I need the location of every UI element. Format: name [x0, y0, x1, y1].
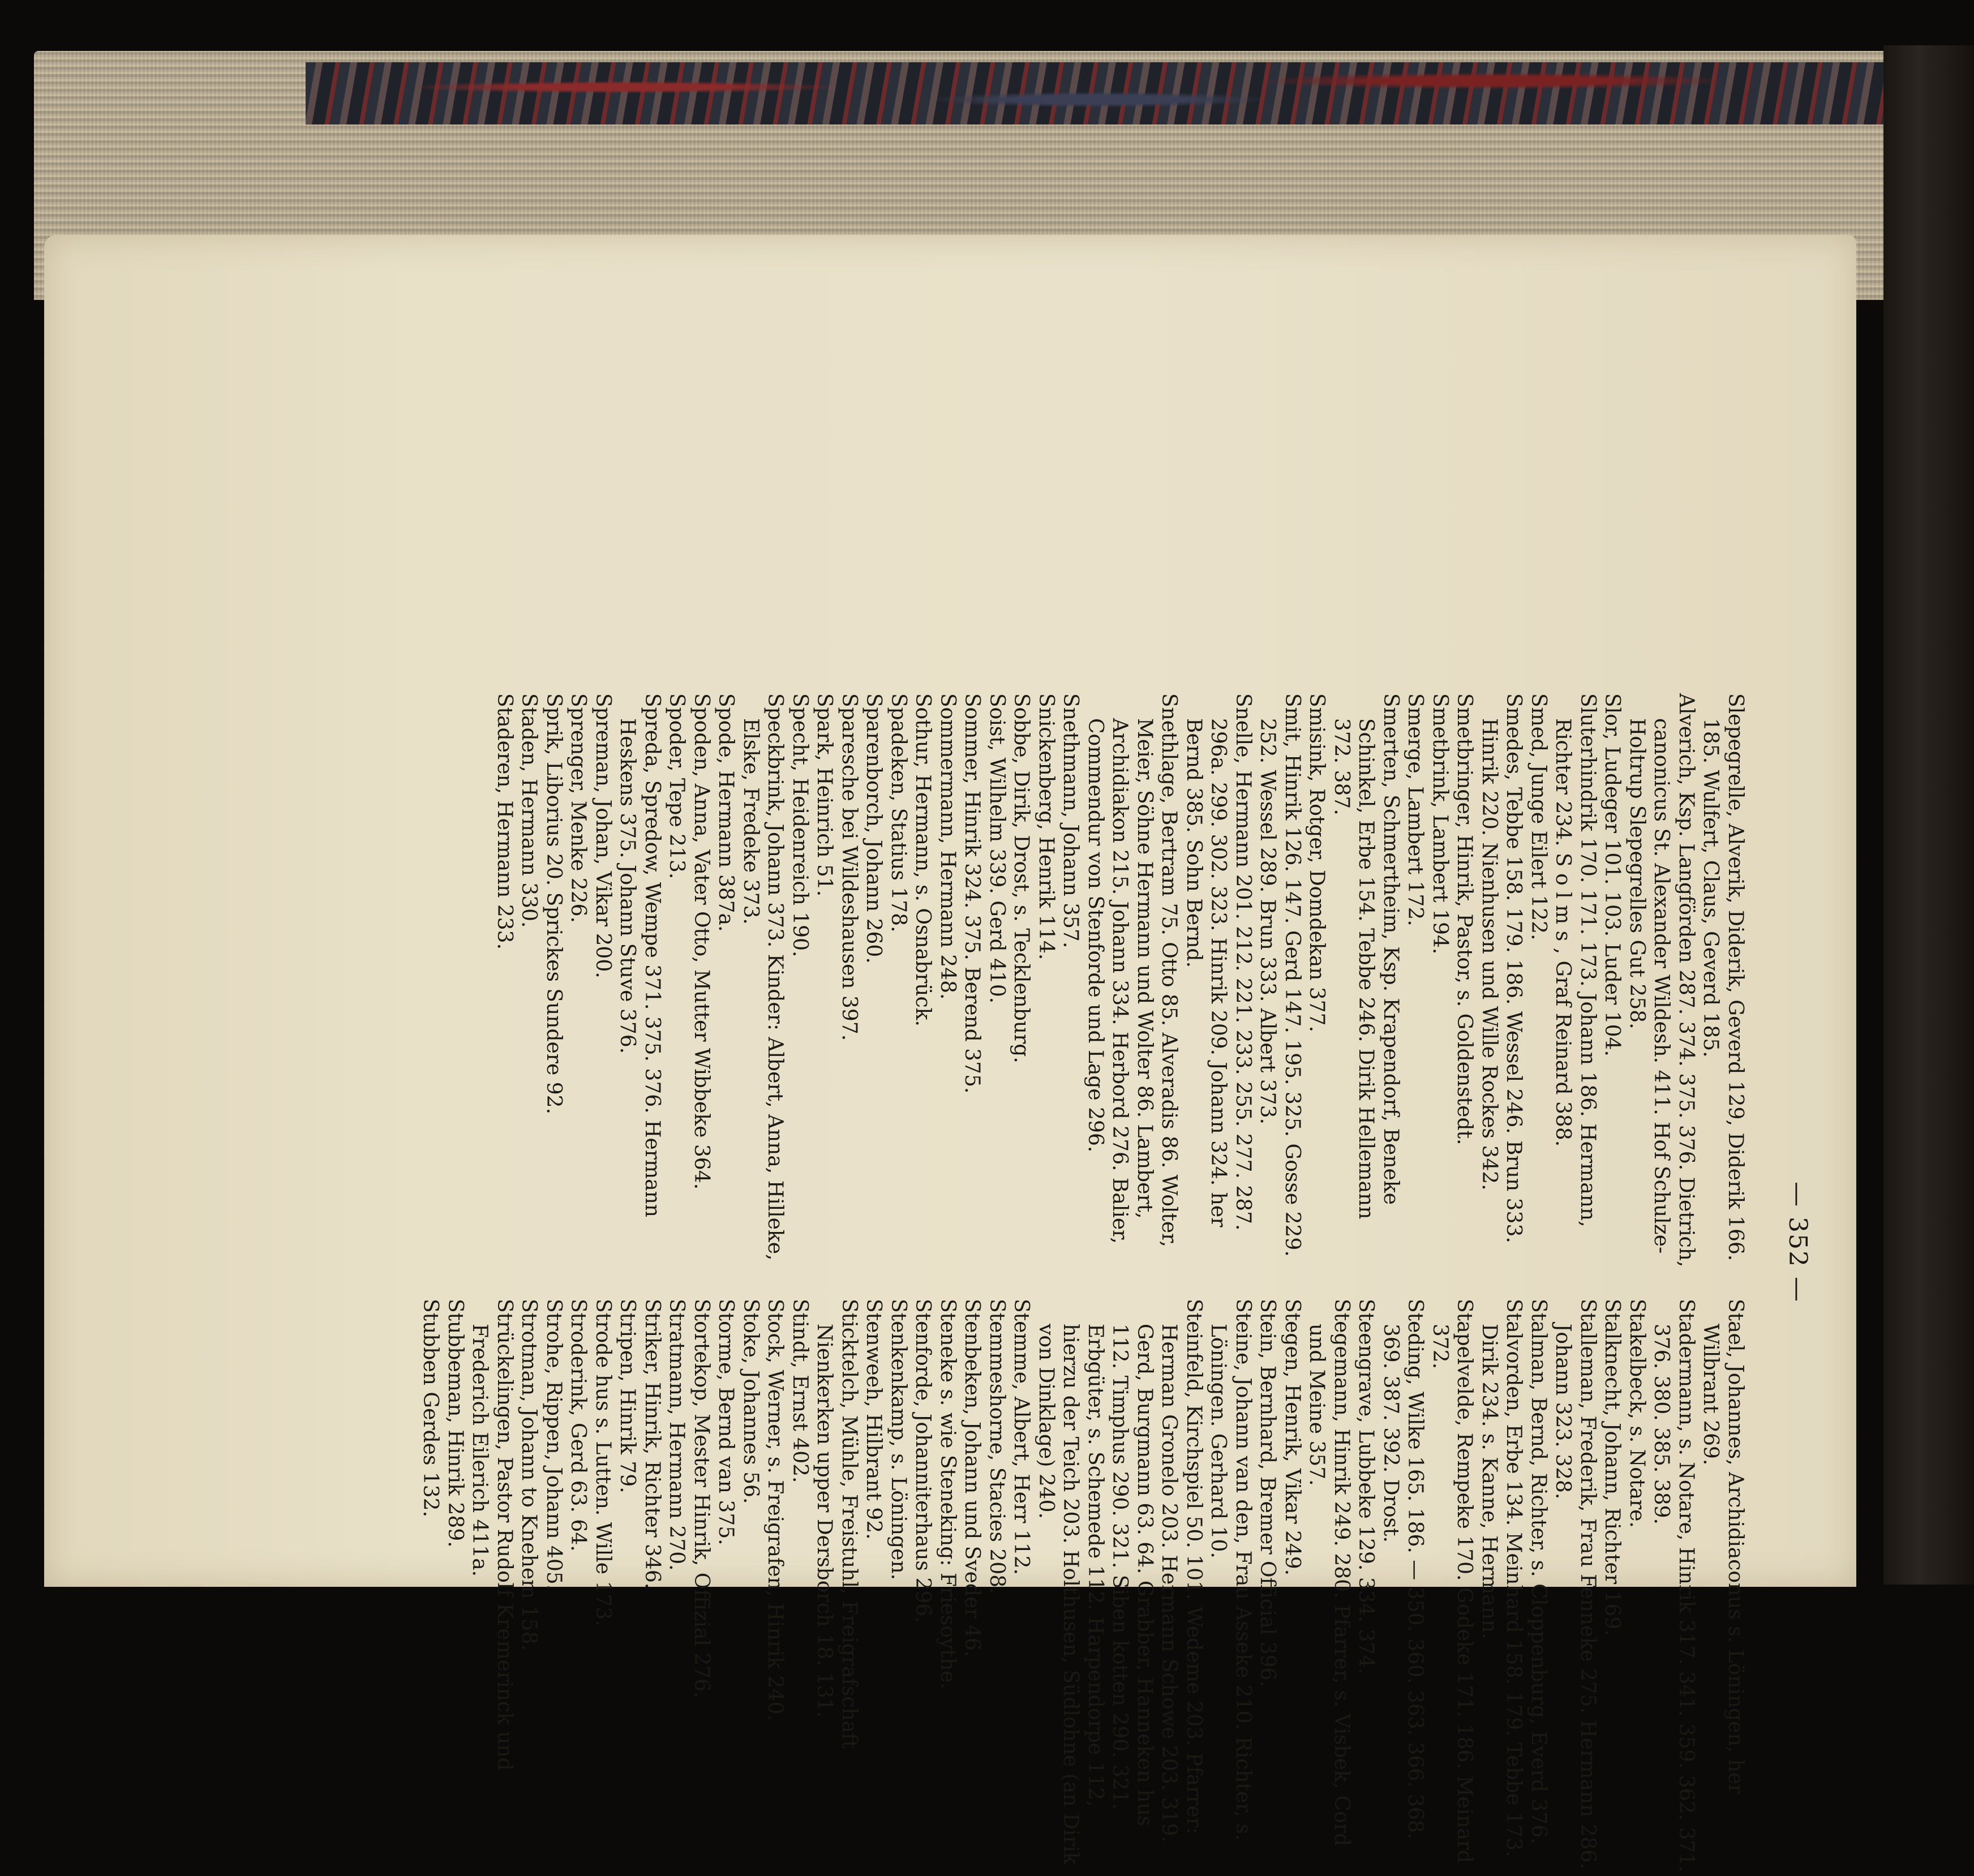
index-entry: Stenforde, Johanniterhaus 296.: [911, 1299, 935, 1623]
index-entry: Smed, Junge Eilert 122.: [1527, 693, 1550, 941]
index-entry: Stenbeken, Johann und Sveder 46.: [960, 1299, 984, 1658]
marbled-edge: [306, 62, 1890, 125]
index-entry: Sothur, Hermann, s. Osnabrück.: [911, 693, 935, 1027]
index-entry: Strohe, Rippen, Johann 405.: [542, 1299, 565, 1591]
index-entry: Stratmann, Hermann 270.: [665, 1299, 689, 1571]
index-entry: Sparesche bei Wildeshausen 397.: [838, 693, 861, 1041]
index-entry: Snethmann, Johann 357.: [1059, 693, 1083, 948]
index-entry: Steinfeld, Kirchspiel 50. 101. Wedeme 203. Pfarrer: Herman Gronelo 203. Hermann Schowe 203. 319. Gerd, Burgmann 63. 64. Grabber, Hanneken hus 112. Timphus 290. 321. Siben kotten 290. 321. Erbgüter, s. Schemede 112. Harpendorpe 112, hierzu der Teich 203. Holthusen, Südlohne (an Dirik von Dinklage) 240.: [1035, 1299, 1205, 1865]
index-entry: Snelle, Hermann 201. 212. 221. 233. 255. 277. 287. 296a. 299. 302. 323. Hinrik 209. Johann 324. her Bernd 385. Sohn Bernd.: [1182, 693, 1255, 1231]
index-entry: Sparenborch, Johann 260.: [862, 693, 886, 964]
index-entry: Stroderink, Gerd 63. 64.: [567, 1299, 590, 1552]
index-entry: Stalknecht, Johann, Richter 169.: [1600, 1299, 1624, 1636]
index-entry: Stalleman, Frederik, Frau Fenneke 275. Hermann 286. Johann 323. 328.: [1551, 1299, 1599, 1869]
index-entry: Spreda, Spredow, Wempe 371. 375. 376. Hermann Heskens 375. Johann Stuve 376.: [616, 693, 664, 1217]
index-entry: Strotman, Johann to Knehem 158.: [517, 1299, 541, 1651]
index-entry: Stael, Johannes, Archidiaconus s. Löningen, her Wilbrant 269.: [1699, 1299, 1747, 1795]
index-entry: Snethlage, Bertram 75. Otto 85. Alveradis 86. Wolter, Meier, Söhne Hermann und Wolter 86. Lambert, Archidiakon 215. Johann 334. Herbord 276. Balier, Commendur von Stenforde und Lage 296.: [1084, 693, 1181, 1247]
index-entry: Stortekop, Mester Hinrik, Offizial 276.: [690, 1299, 713, 1698]
index-entry: Sprenger, Menke 226.: [567, 693, 590, 923]
index-entry: Sticktelch, Mühle, Freistuhl, Freigrafschaft Nienkerken upper Dersborch 18. 131.: [813, 1299, 861, 1749]
index-entry: Soist, Wilhelm 339. Gerd 410.: [985, 693, 1009, 1004]
index-entry: Storme, Bernd van 375.: [714, 1299, 738, 1546]
index-entry: Spadeken, Statius 178.: [887, 693, 910, 933]
index-entry: Sommer, Hinrik 324. 375. Berend 375.: [960, 693, 984, 1094]
index-entry: Stapelvelde, Rempeke 170. Godeke 171. 186. Meinard 372.: [1428, 1299, 1477, 1864]
index-entry: Specht, Heidenreich 190.: [788, 693, 812, 958]
index-column-left: [492, 693, 1748, 1270]
index-entry: Stemmeshorne, Stacies 208.: [985, 1299, 1009, 1594]
index-entry: Smetbrink, Lambert 194.: [1428, 693, 1452, 955]
index-entry: Speckbrink, Johann 373. Kinder: Albert, Anna, Hilleke, Elske, Fredeke 373.: [739, 693, 787, 1261]
index-entry: Stalman, Bernd, Richter, s. Cloppenburg, Everd 376.: [1527, 1299, 1550, 1844]
index-entry: Sprik, Liborius 20. Sprickes Sundere 92.: [542, 693, 565, 1115]
index-entry: Steneke s. wie Steneking: Friesoythe.: [936, 1299, 959, 1689]
index-entry: Smedes, Tebbe 158. 179. 186. Wessel 246. Brun 333. Hinrik 220. Nienhusen und Wille Rockes 342.: [1478, 693, 1526, 1243]
index-entry: Stakelbeck, s. Notare.: [1625, 1299, 1649, 1528]
index-entry: Stenweeh, Hilbrant 92.: [862, 1299, 886, 1540]
index-entry: Slor, Ludeger 101. 103. Luder 104.: [1600, 693, 1624, 1057]
index-entry: Stein, Bernhard, Bremer Official 396.: [1256, 1299, 1280, 1687]
index-entry: Snickenberg, Henrik 114.: [1035, 693, 1058, 960]
index-entry: Staderen, Hermann 233.: [493, 693, 516, 950]
rotated-page-content: [282, 676, 1812, 1873]
index-entry: Slepegrelle, Alverik, Diderik, Geverd 129, Diderik 166. 185. Wulfert, Claus, Geverd 185.: [1699, 693, 1747, 1261]
index-entry: Spreman, Johan, Vikar 200.: [591, 693, 615, 978]
book-cover-edge: [1883, 45, 1974, 1585]
index-entry: Strückelingen, Pastor Rudolf Kremerinck und Frederich Eilerich 411a.: [468, 1299, 516, 1771]
index-entry: Spoden, Anna, Vater Otto, Mutter Wibbeke 364.: [690, 693, 713, 1190]
index-column-right: [418, 1299, 1748, 1876]
index-entry: Smerten, Schmertheim, Ksp. Krapendorf, Beneke Schinkel, Erbe 154. Tebbe 246. Dirik Hellemann 372. 387.: [1330, 693, 1402, 1220]
index-entry: Stock, Werner, s. Freigrafen, Hinrik 240.: [763, 1299, 787, 1721]
index-entry: Sobbe, Dirik, Drost, s. Tecklenburg.: [1010, 693, 1033, 1063]
index-entry: Stegemann, Hinrik 249. 280. Pfarrer, s. Visbek, Cord und Meine 357.: [1305, 1299, 1353, 1847]
index-entry: Stubbeman, Hinrik 289.: [444, 1299, 467, 1548]
index-entry: Sluterhindrik 170. 171. 173. Johann 186. Hermann, Richter 234. S o l m s , Graf Reinard 388.: [1551, 693, 1599, 1227]
index-entry: Smetbringer, Hinrik, Pastor, s. Goldenstedt.: [1453, 693, 1477, 1145]
index-entry: Steine, Johann van den, Frau Asseke 210. Richter, s. Löningen. Gerhard 10.: [1207, 1299, 1255, 1841]
index-entry: Stenkenkamp, s. Löningen.: [887, 1299, 910, 1581]
index-entry: Stripen, Hinrik 79.: [616, 1299, 640, 1493]
index-entry: Stoke, Johannes 56.: [739, 1299, 762, 1504]
index-entry: Sommermann, Hermann 248.: [936, 693, 959, 1000]
page-number: — 352 —: [1783, 1182, 1812, 1303]
index-entry: Alverich, Ksp. Langförden 287. 374. 375. 376. Dietrich, canonicus St. Alexander Wildesh. 411. Hof Schulze-Holtrup Slepegrelles Gut 258.: [1625, 693, 1698, 1268]
index-entry: Steengrave, Lubbeke 129. 334. 374.: [1354, 1299, 1378, 1675]
index-entry: Stalvorden, Erbe 134. Meinhard 158. 179. Tebbe 173. Dirik 234. s. Kanne, Hermann.: [1478, 1299, 1526, 1857]
index-entry: Smisink, Rotger, Domdekan 377.: [1305, 693, 1329, 1033]
index-entry: Stindt, Ernst 402.: [788, 1299, 812, 1483]
index-entry: Stegen, Henrik, Vikar 249.: [1281, 1299, 1304, 1576]
index-entry: Stadermann, s. Notare, Hinrik 317. 341. 359. 362. 371. 376. 380. 385. 389.: [1650, 1299, 1698, 1873]
index-entry: Striker, Hinrik, Richter 346.: [641, 1299, 664, 1590]
index-entry: Strode hus s. Lutten. Wille 173.: [591, 1299, 615, 1626]
index-entry: Smerge, Lambert 172.: [1404, 693, 1427, 926]
index-entry: Smit, Hinrik 126. 147. Gerd 147. 195. 325. Gosse 229. 252. Wessel 289. Brun 333. Albert 373.: [1256, 693, 1304, 1257]
book-page: [44, 235, 1856, 1873]
index-entry: Staden, Hermann 330.: [517, 693, 541, 928]
index-entry: Steding, Wilke 165. 186. — 350. 360. 363. 366. 368. 369. 387. 392. Drost.: [1379, 1299, 1427, 1840]
index-entry: Spoder, Tepe 213.: [665, 693, 689, 879]
index-entry: Stubben Gerdes 132.: [419, 1299, 443, 1518]
index-entry: Stemme, Albert, Herr 112.: [1010, 1299, 1033, 1576]
index-entry: Spark, Heinrich 51.: [813, 693, 836, 897]
index-entry: Spode, Hermann 387a.: [714, 693, 738, 932]
